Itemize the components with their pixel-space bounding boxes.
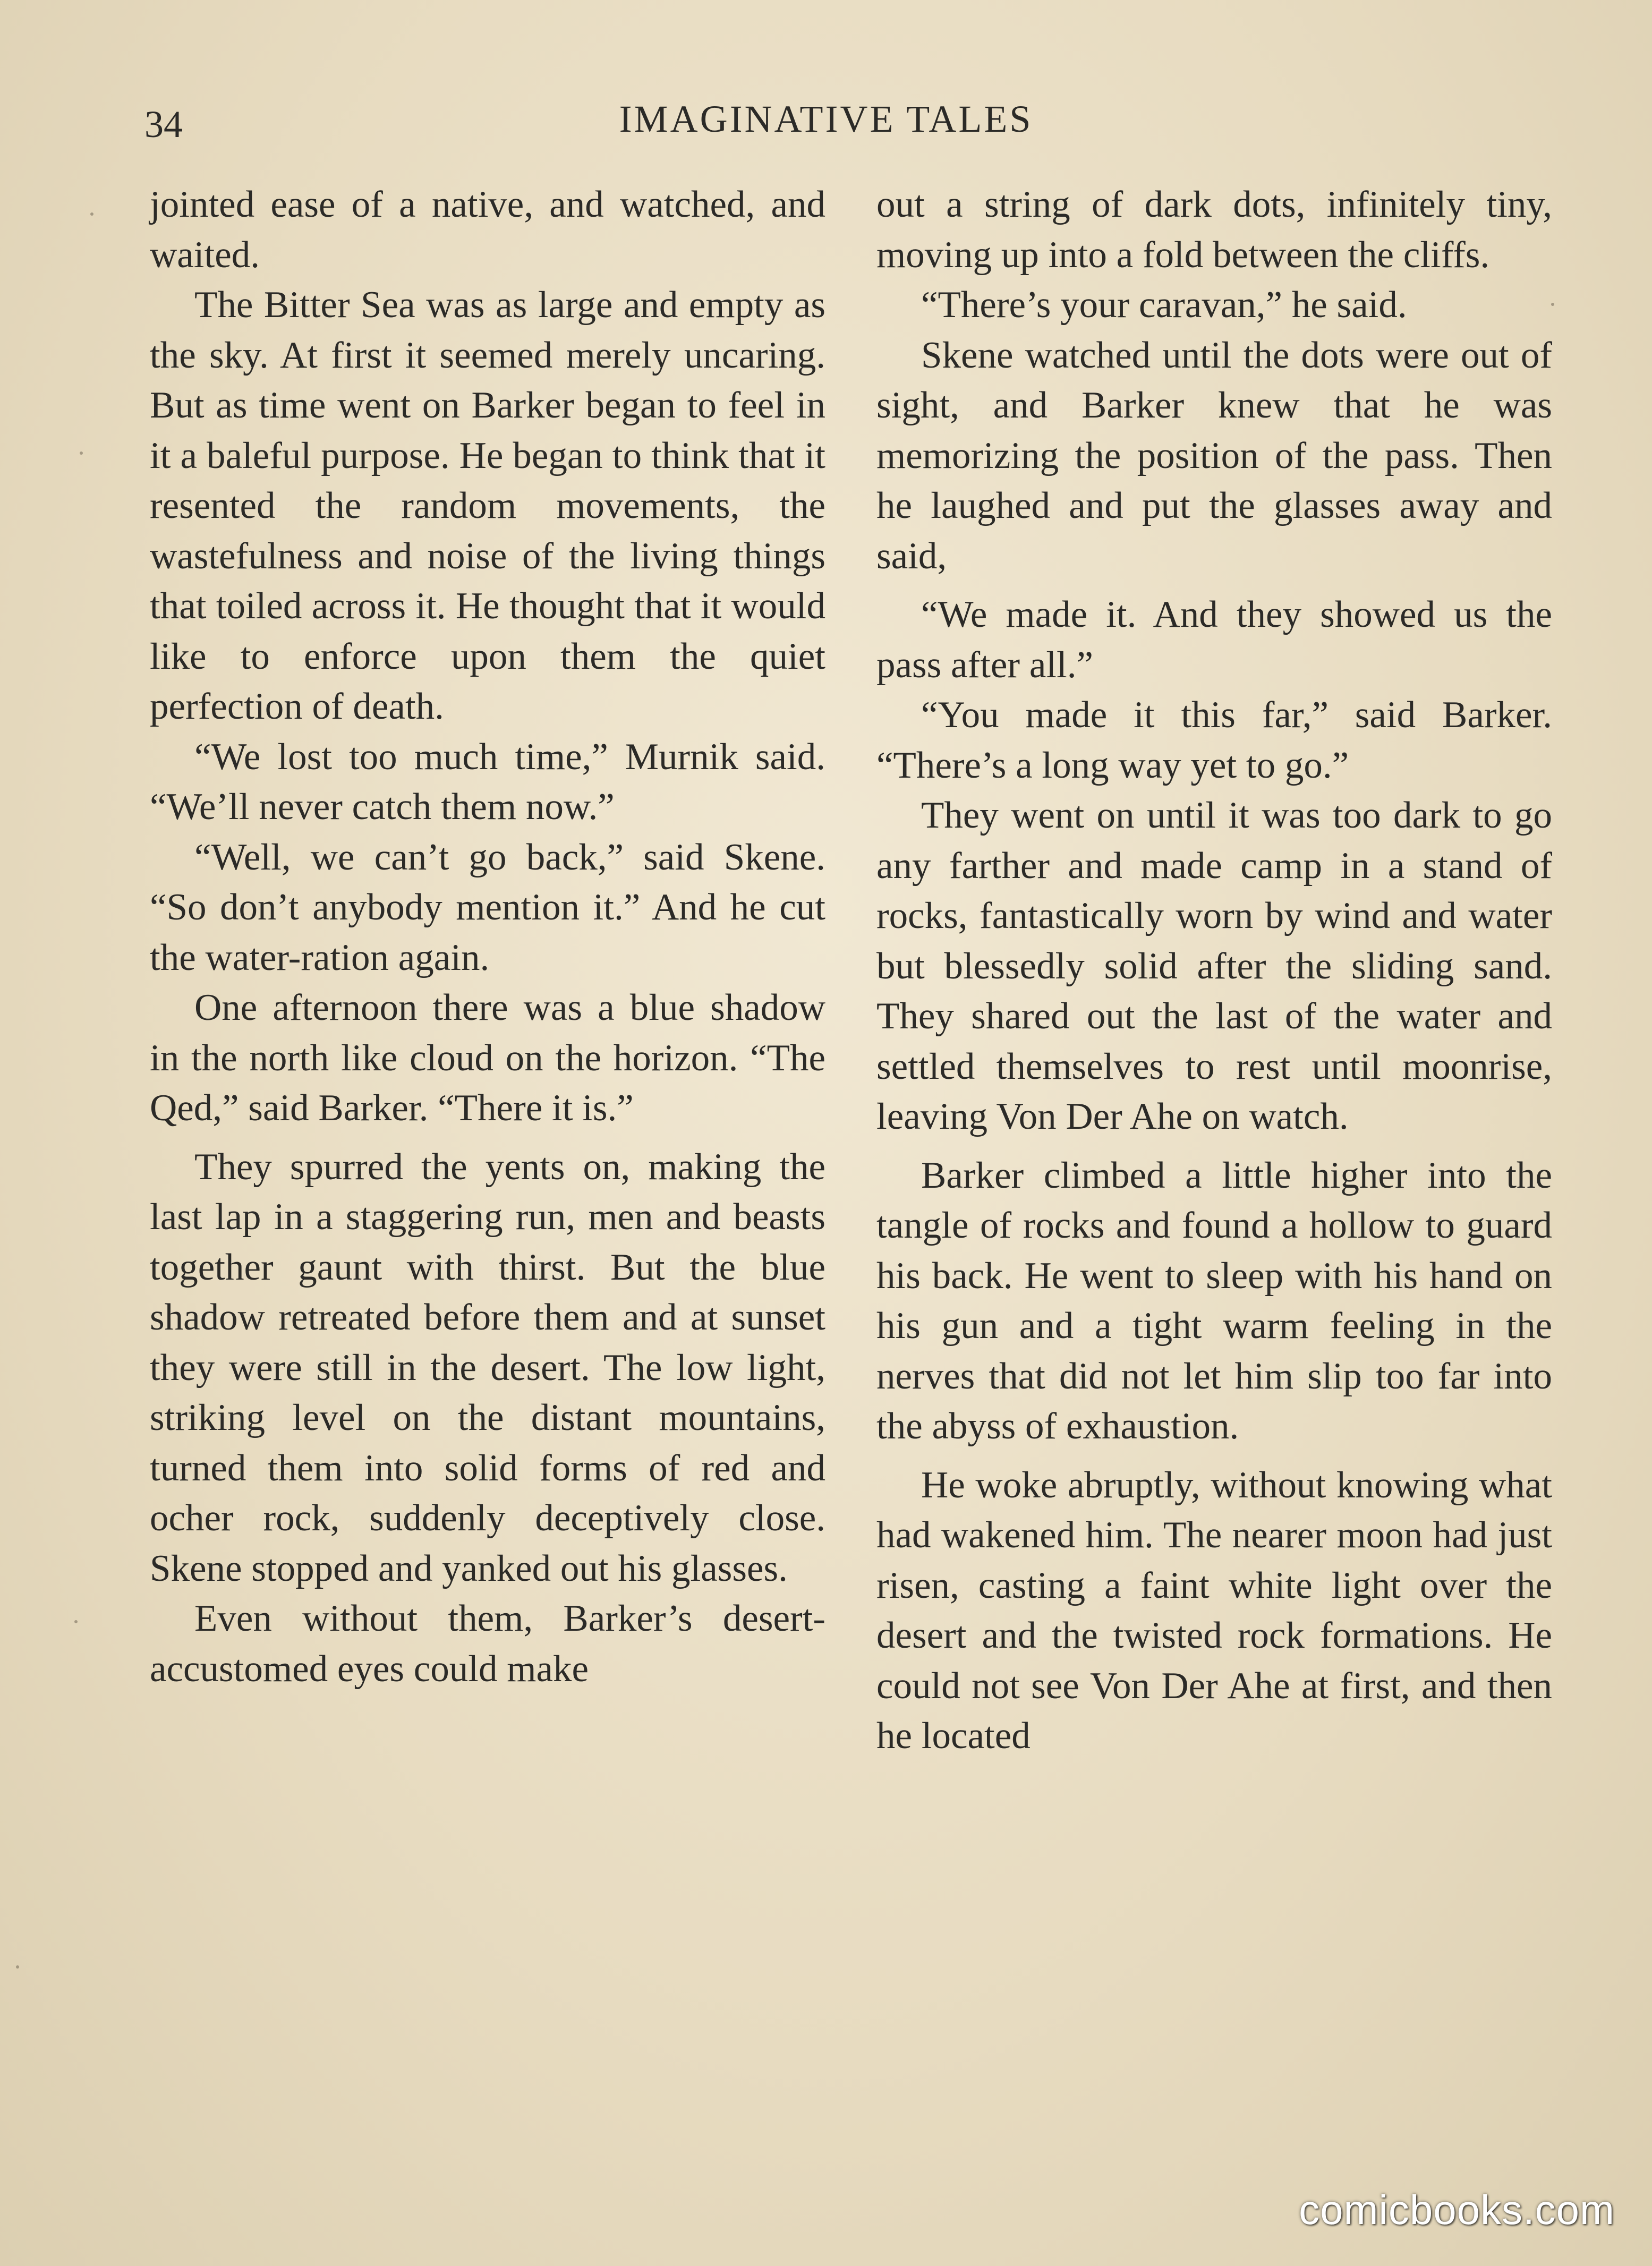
paragraph: They spurred the yents on, making the last lap in a staggering run, men and beasts together gaunt with thirst. But the blue shadow retreated before them and at sunset they were still in the desert. The low light, striking level on the distant mountains, turned them into solid forms of red and ocher rock, suddenly deceptively close. Skene stopped and yanked out his glasses. [150, 1146, 825, 1589]
paragraph: Even without them, Barker’s desert-accustomed eyes could make [150, 1598, 825, 1690]
paragraph: “We made it. And they showed us the pass after all.” [876, 594, 1552, 686]
paragraph: “We lost too much time,” Murnik said. “We’ll never catch them now.” [150, 736, 825, 828]
running-title: IMAGINATIVE TALES [619, 98, 1033, 140]
paragraph: Skene watched until the dots were out of sight, and Barker knew that he was memorizing the position of the pass. Then he laughed and put the glasses away and said, [876, 334, 1552, 577]
paragraph: “Well, we can’t go back,” said Skene. “So don’t anybody mention it.” And he cut the water-ration again. [150, 836, 825, 978]
paragraph: One afternoon there was a blue shadow in the north like cloud on the horizon. “The Qed,” said Barker. “There it is.” [150, 987, 825, 1129]
paragraph: He woke abruptly, without knowing what had wakened him. The nearer moon had just risen, casting a faint white light over the desert and the twisted rock formations. He could not see Von Der Ahe at first, and then he located [876, 1464, 1552, 1757]
right-column [876, 180, 1552, 1761]
paper-speck [90, 212, 93, 216]
paragraph: “You made it this far,” said Barker. “There’s a long way yet to go.” [876, 694, 1552, 786]
left-column [150, 180, 825, 1694]
paragraph: Barker climbed a little higher into the tangle of rocks and found a hollow to guard his back. He went to sleep with his hand on his gun and a tight warm feeling in the nerves that did not let him slip too far into the abyss of exhaustion. [876, 1154, 1552, 1447]
paragraph: “There’s your caravan,” he said. [921, 284, 1407, 326]
paragraph: jointed ease of a native, and watched, and waited. [150, 184, 825, 276]
paragraph: out a string of dark dots, infinitely tiny, moving up into a fold between the cliffs. [876, 184, 1552, 276]
paper-speck [74, 1620, 78, 1623]
paper-speck [80, 452, 83, 455]
paragraph: The Bitter Sea was as large and empty as the sky. At first it seemed merely uncaring. But as time went on Barker began to feel in it a baleful purpose. He began to think that it resented the random movements, the wastefulness and noise of the living things that toiled across it. He thought that it would like to enforce upon them the quiet perfection of death. [150, 284, 825, 727]
paper-speck [16, 1965, 19, 1969]
paper-speck [1551, 303, 1554, 306]
page-number: 34 [144, 103, 183, 146]
paragraph: They went on until it was too dark to go any farther and made camp in a stand of rocks, fantastically worn by wind and water but blessedly solid after the sliding sand. They shared out the last of the water and settled themselves to rest until moonrise, leaving Von Der Ahe on watch. [876, 795, 1552, 1137]
watermark: comicbooks.com [1299, 2186, 1615, 2233]
